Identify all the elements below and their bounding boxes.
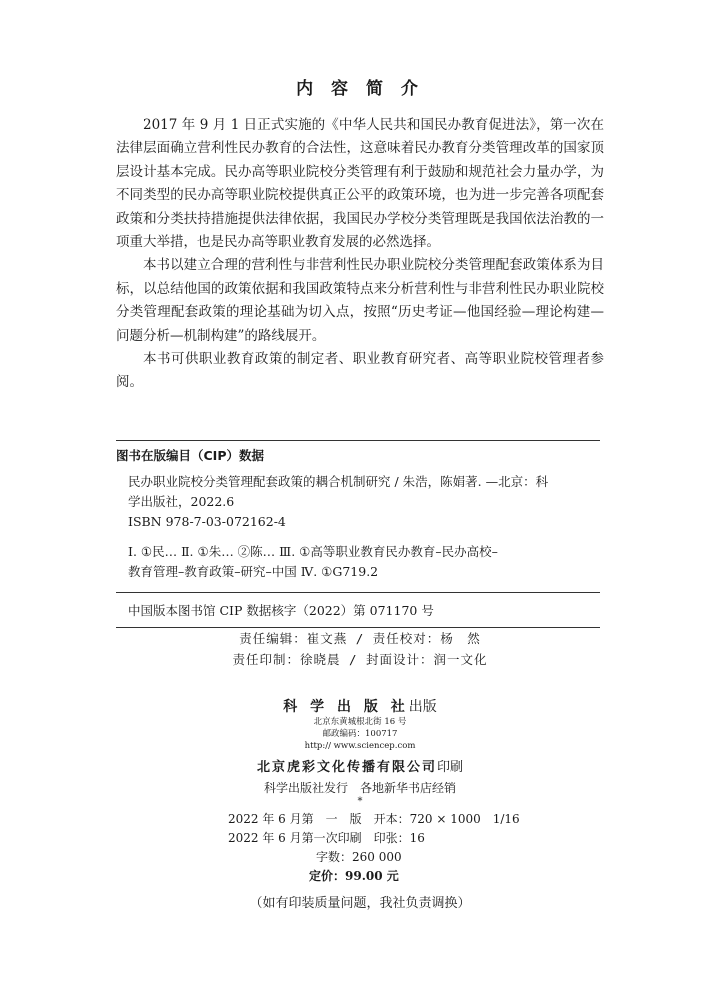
printer-line (0, 756, 720, 775)
edition-price: 定价：99.00 元 (309, 869, 399, 883)
summary-paragraph-2: 本书以建立合理的营利性与非营利性民办职业院校分类管理配套政策体系为目标，以总结他国的政策依据和我国政策特点来分析营利性与非营利性民办职业院校分类管理配套政策的理论基础为切入点，按照“历史考证—他国经验—理论构建—问题分析—机制构建”的路线展开。 (116, 257, 604, 344)
cip-classification (116, 542, 600, 582)
publisher-postcode: 邮政编码：100717 (322, 729, 398, 739)
cip-classification-line-1: Ⅰ. ①民… Ⅱ. ①朱… ②陈… Ⅲ. ①高等职业教育民办教育–民办高校– (128, 544, 498, 559)
edition-first-print: 2022 年 6 月第一次印刷 印张：16 (228, 831, 425, 845)
printer-suffix: 印刷 (437, 760, 464, 775)
staff-line-2: 责任印制：徐晓晨 / 封面设计：润一文化 (232, 652, 488, 667)
separator-star: * (357, 796, 363, 807)
summary-section (116, 114, 604, 395)
cip-isbn: ISBN 978-7-03-072162-4 (128, 514, 286, 529)
cip-verification: 中国版本图书馆 CIP 数据核字（2022）第 071170 号 (128, 603, 434, 618)
cip-record (116, 472, 600, 532)
page-title: 内 容 简 介 (296, 79, 424, 99)
printer-name: 北京虎彩文化传播有限公司 (256, 760, 437, 775)
cip-classification-line-2: 教育管理–教育政策–研究–中国 Ⅳ. ①G719.2 (128, 564, 379, 579)
edition-info (228, 810, 520, 886)
cip-middle-rule (116, 592, 600, 593)
cip-record-line-1: 民办职业院校分类管理配套政策的耦合机制研究 / 朱浩，陈娟著. —北京：科 (128, 474, 549, 489)
edition-first-edition: 2022 年 6 月第 一 版 开本：720 × 1000 1/16 (228, 812, 520, 826)
publisher-address: 北京东黄城根北街 16 号 (313, 717, 407, 727)
publisher-block (0, 696, 720, 808)
staff-credits (0, 628, 720, 670)
quality-notice: （如有印装质量问题，我社负责调换） (249, 896, 471, 911)
publisher-name: 科 学 出 版 社 (283, 699, 409, 715)
cip-section (116, 440, 600, 628)
distribution-line: 科学出版社发行 各地新华书店经销 (263, 781, 456, 795)
summary-paragraph-3: 本书可供职业教育政策的制定者、职业教育研究者、高等职业院校管理者参阅。 (116, 351, 604, 391)
cip-top-rule (116, 440, 600, 441)
publisher-name-line (0, 696, 720, 716)
summary-paragraph-1: 2017 年 9 月 1 日正式实施的《中华人民共和国民办教育促进法》，第一次在法律层面确立营利性民办教育的合法性，这意味着民办教育分类管理改革的国家顶层设计基本完成。民办高等职业院校分类管理有利于鼓励和规范社会力量办学，为不同类型的民办高等职业院校提供真正公平的政策环境，也为进一步完善各项配套政策和分类扶持措施提供法律依据，我国民办学校分类管理既是我国依法治教的一项重大举措，也是民办高等职业教育发展的必然选择。 (116, 117, 604, 251)
publisher-url: http:// www.sciencep.com (304, 741, 416, 751)
cip-heading: 图书在版编目（CIP）数据 (116, 448, 264, 463)
staff-line-1: 责任编辑：崔文燕 / 责任校对：杨 然 (239, 631, 481, 646)
cip-record-line-2: 学出版社，2022.6 (128, 494, 235, 509)
publisher-name-suffix: 出版 (408, 699, 437, 715)
edition-word-count: 字数：260 000 (316, 850, 402, 864)
